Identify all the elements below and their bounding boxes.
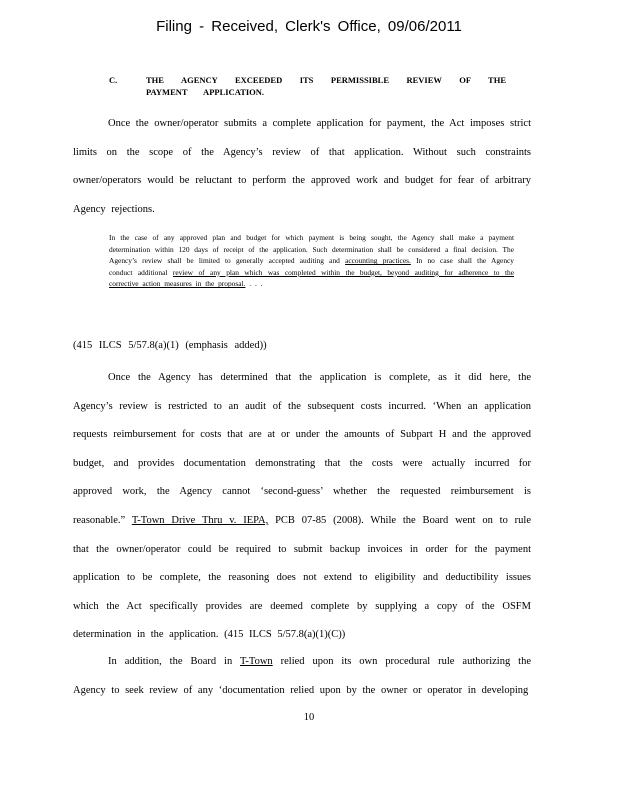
paragraph-2-text-b: PCB 07-85 (2008). While the Board went on to rule that the owner/operator could be required to submit backup invoices in order for the payment application to be complete, the reasoning does not extend to eligibility and deductibility issues which the Act specifically provides are deemed complete by supplying a copy of the OSFM determination in the application. (415 ILCS 5/57.8(a)(1)(C)) — [73, 514, 531, 641]
quote-ellipsis: . . . — [245, 279, 263, 289]
paragraph-3 — [73, 648, 531, 705]
filing-stamp: Filing - Received, Clerk's Office, 09/06/2011 — [156, 18, 462, 35]
statute-citation: (415 ILCS 5/57.8(a)(1) (emphasis added)) — [73, 340, 267, 351]
quote-text-1: In the case of any approved plan and budget for which payment is being sought, the Agency shall make a payment determination within 120 days of receipt of the application. Such determination shall be considered a final decision. The Agency’s review shall be limited to generally accepted auditing and — [109, 233, 514, 266]
paragraph-3-text-b: relied upon its own procedural rule authorizing the Agency to seek review of any ‘documentation relied upon by the owner or operator in developing — [73, 656, 531, 696]
paragraph-1 — [73, 110, 531, 224]
quote-text-2: In no case shall the Agency conduct additional — [109, 256, 514, 277]
quote-underlined-2: review of any plan which was completed within the budget, beyond auditing for adherence to the corrective action measures in the proposal. — [109, 267, 514, 289]
block-quote — [109, 232, 514, 290]
quote-underlined-1: accounting practices. — [345, 256, 411, 266]
paragraph-1-text: Once the owner/operator submits a complete application for payment, the Act imposes strict limits on the scope of the Agency’s review of that application. Without such constraints owner/operators would be reluctant to perform the approved work and budget for fear of arbitrary Agency rejections. — [73, 118, 531, 215]
section-title: THE AGENCY EXCEEDED ITS PERMISSIBLE REVIEW OF THE PAYMENT APPLICATION. — [146, 75, 506, 97]
paragraph-2 — [73, 364, 531, 650]
case-name-t-town-drive-thru: T-Town Drive Thru v. IEPA, — [131, 514, 269, 526]
section-number: C. — [109, 75, 118, 85]
paragraph-3-text-a: In addition, the Board in — [108, 656, 240, 667]
page-number: 10 — [303, 712, 315, 723]
paragraph-2-text-a: Once the Agency has determined that the application is complete, as it did here, the Agency’s review is restricted to an audit of the subsequent costs incurred. ‘When an application requests reimbursement for costs that are at or under the amounts of Subpart H and the approved budget, and provides documentation demonstrating that the costs were actually incurred for approved work, the Agency cannot ‘second-guess’ whether the requested reimbursement is reasonable.” — [73, 372, 531, 526]
case-name-t-town: T-Town — [239, 656, 273, 667]
